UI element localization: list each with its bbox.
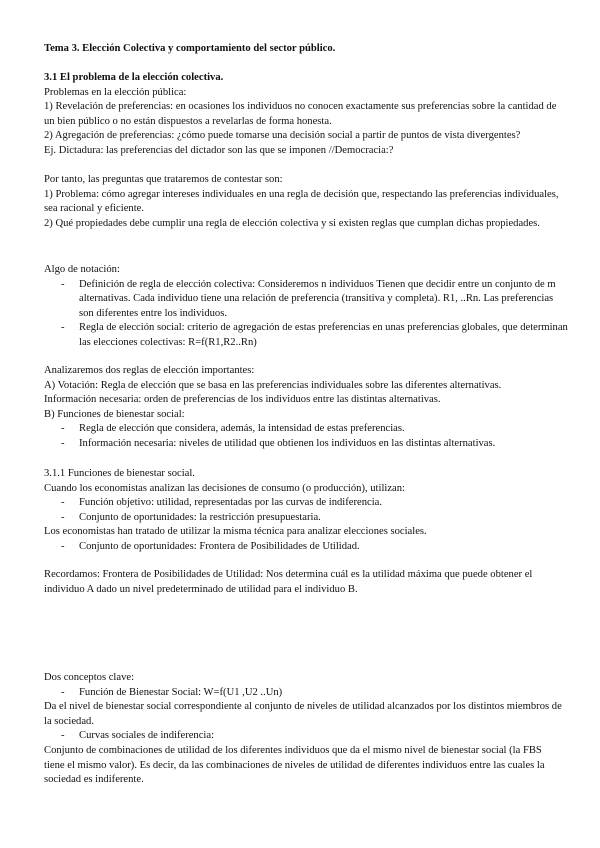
- list-item: - Conjunto de oportunidades: la restricción presupuestaria.: [44, 511, 564, 526]
- paragraph: 2) Agregación de preferencias: ¿cómo puede tomarse una decisión social a partir de puntos de vista divergentes?: [44, 130, 521, 142]
- rules-block: [44, 364, 564, 452]
- section-heading-3-1: 3.1 El problema de la elección colectiva.: [44, 72, 224, 83]
- list-item: - Regla de elección que considera, además, la intensidad de estas preferencias.: [44, 422, 564, 437]
- notation-block: [44, 263, 568, 351]
- concepts-block: [44, 671, 564, 788]
- paragraph: Conjunto de combinaciones de utilidad de los diferentes individuos que da el mismo nivel de bienestar social (la FBS tiene el mismo valor). Es decir, da las combinaciones de niveles de utilidad de diferentes individuos entre las cuales la sociedad es indiferente.: [44, 744, 545, 786]
- paragraph: Problemas en la elección pública:: [44, 86, 187, 98]
- list-item: - Curvas sociales de indiferencia:: [44, 729, 564, 744]
- paragraph: Da el nivel de bienestar social correspondiente al conjunto de niveles de utilidad alcanzados por los distintos miembros de la sociedad.: [44, 701, 562, 727]
- paragraph: Analizaremos dos reglas de elección importantes:: [44, 365, 255, 376]
- document-title-block: [44, 42, 564, 57]
- paragraph: 1) Problema: cómo agregar intereses individuales en una regla de decisión que, respectando las preferencias individuales, sea racional y eficiente.: [44, 188, 559, 215]
- list-item: - Información necesaria: niveles de utilidad que obtienen los individuos en las distintas alternativas.: [44, 437, 564, 452]
- list-item: - Función objetivo: utilidad, representadas por las curvas de indiferencia.: [44, 496, 564, 511]
- paragraph: 1) Revelación de preferencias: en ocasiones los individuos no conocen exactamente sus preferencias sobre la cantidad de un bien público o no están dispuestos a revelarlas de forma honesta.: [44, 101, 557, 127]
- questions-block: [44, 173, 564, 231]
- paragraph: Cuando los economistas analizan las decisiones de consumo (o producción), utilizan:: [44, 482, 405, 494]
- notation-list: [44, 278, 568, 351]
- document-title: Tema 3. Elección Colectiva y comportamiento del sector público.: [44, 43, 336, 54]
- s311-list-2: [44, 540, 564, 555]
- section-heading-3-1-1: 3.1.1 Funciones de bienestar social.: [44, 468, 195, 479]
- paragraph: B) Funciones de bienestar social:: [44, 408, 185, 420]
- paragraph: Dos conceptos clave:: [44, 672, 135, 683]
- paragraph: Información necesaria: orden de preferencias de los individuos entre las distintas alternativas.: [44, 394, 441, 406]
- paragraph: Algo de notación:: [44, 264, 120, 275]
- list-item: - Función de Bienestar Social: W=f(U1 ,U2 ..Un): [44, 686, 564, 701]
- s311-list: [44, 496, 564, 525]
- section-3-1: [44, 71, 564, 159]
- section-3-1-1: [44, 467, 564, 555]
- concepts-list-1: [44, 686, 564, 701]
- list-item: - Definición de regla de elección colectiva: Consideremos n individuos Tienen que decidir entre un conjunto de m alternativas. Cada individuo tiene una relación de preferencia (transitiva y completa). R1, ..Rn. Las preferencias son diferentes entre los individuos.: [44, 278, 569, 322]
- paragraph: 2) Qué propiedades debe cumplir una regla de elección colectiva y si existen reglas que cumplan dichas propiedades.: [44, 217, 540, 229]
- paragraph: Los economistas han tratado de utilizar la misma técnica para analizar elecciones sociales.: [44, 526, 427, 538]
- recall-block: [44, 568, 564, 597]
- list-item: - Conjunto de oportunidades: Frontera de Posibilidades de Utilidad.: [44, 540, 564, 555]
- list-item: - Regla de elección social: criterio de agregación de estas preferencias en unas preferencias globales, que determinan las elecciones colectivas: R=f(R1,R2..Rn): [44, 321, 569, 350]
- concepts-list-2: [44, 729, 564, 744]
- paragraph: Ej. Dictadura: las preferencias del dictador son las que se imponen //Democracia:?: [44, 144, 394, 156]
- rules-b-list: [44, 422, 564, 451]
- paragraph: Por tanto, las preguntas que trataremos de contestar son:: [44, 174, 283, 185]
- paragraph: Recordamos: Frontera de Posibilidades de Utilidad: Nos determina cuál es la utilidad máxima que puede obtener el individuo A dado un nivel predeterminado de utilidad para el individuo B.: [44, 569, 533, 595]
- paragraph: A) Votación: Regla de elección que se basa en las preferencias individuales sobre las diferentes alternativas.: [44, 379, 502, 391]
